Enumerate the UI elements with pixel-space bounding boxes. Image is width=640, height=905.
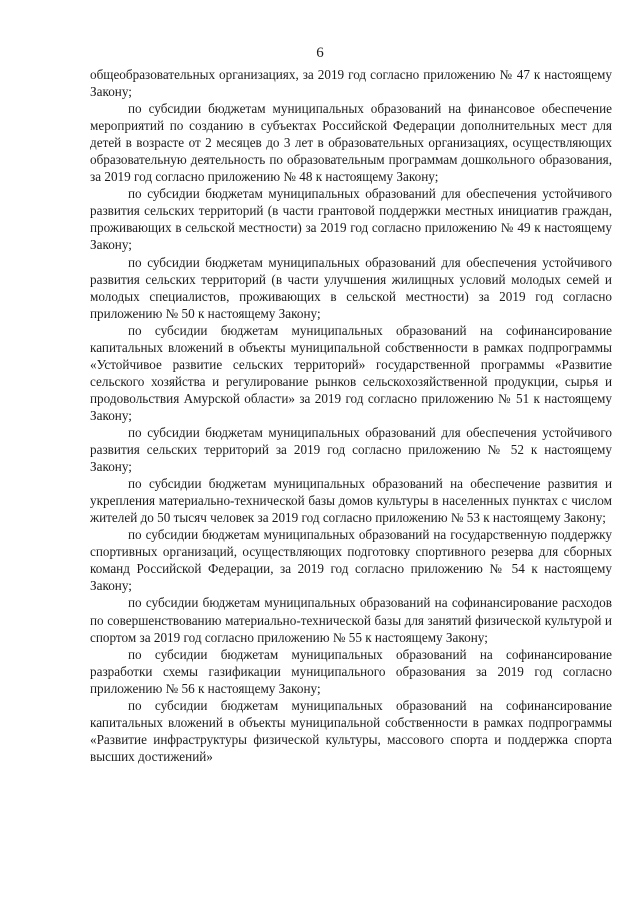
document-body bbox=[90, 66, 612, 765]
paragraph-appendix-54: по субсидии бюджетам муниципальных образований на государственную поддержку спортивных организаций, осуществляющих подготовку спортивного резерва для сборных команд Российской Федерации, за 2019 год согласно приложению № 54 к настоящему Закону; bbox=[90, 527, 612, 594]
page-number: 6 bbox=[316, 45, 324, 61]
paragraph-appendix-48: по субсидии бюджетам муниципальных образований на финансовое обеспечение мероприятий по созданию в субъектах Российской Федерации дополнительных мест для детей в возрасте от 2 месяцев до 3 лет в образовательных организациях, осуществляющих образовательную деятельность по образовательным программам дошкольного образования, за 2019 год согласно приложению № 48 к настоящему Закону; bbox=[90, 101, 612, 185]
paragraph-sport-infrastructure: по субсидии бюджетам муниципальных образований на софинансирование капитальных вложений в объекты муниципальной собственности в рамках подпрограммы «Развитие инфраструктуры физической культуры, массового спорта и поддержка спорта высших достижений» bbox=[90, 697, 612, 764]
paragraph-appendix-56: по субсидии бюджетам муниципальных образований на софинансирование разработки схемы газификации муниципального образования за 2019 год согласно приложению № 56 к настоящему Закону; bbox=[90, 646, 612, 696]
paragraph-continuation: общеобразовательных организациях, за 2019 год согласно приложению № 47 к настоящему Закону; bbox=[90, 67, 612, 100]
paragraph-appendix-51: по субсидии бюджетам муниципальных образований на софинансирование капитальных вложений в объекты муниципальной собственности в рамках подпрограммы «Устойчивое развитие сельских территорий» государственной программы «Развитие сельского хозяйства и регулирование рынков сельскохозяйственной продукции, сырья и продовольствия Амурской области» за 2019 год согласно приложению № 51 к настоящему Закону; bbox=[90, 322, 612, 423]
paragraph-appendix-50: по субсидии бюджетам муниципальных образований для обеспечения устойчивого развития сельских территорий (в части улучшения жилищных условий молодых семей и молодых специалистов, проживающих в сельской местности) за 2019 год согласно приложению № 50 к настоящему Закону; bbox=[90, 254, 612, 321]
paragraph-appendix-52: по субсидии бюджетам муниципальных образований для обеспечения устойчивого развития сельских территорий за 2019 год согласно приложению № 52 к настоящему Закону; bbox=[90, 424, 612, 475]
paragraph-appendix-55: по субсидии бюджетам муниципальных образований на софинансирование расходов по совершенствованию материально-технической базы для занятий физической культурой и спортом за 2019 год согласно приложению № 55 к настоящему Закону; bbox=[90, 595, 612, 645]
paragraph-appendix-49: по субсидии бюджетам муниципальных образований для обеспечения устойчивого развития сельских территорий (в части грантовой поддержки местных инициатив граждан, проживающих в сельской местности) за 2019 год согласно приложению № 49 к настоящему Закону; bbox=[90, 186, 612, 253]
paragraph-appendix-53: по субсидии бюджетам муниципальных образований на обеспечение развития и укрепления материально-технической базы домов культуры в населенных пунктах с числом жителей до 50 тысяч человек за 2019 год согласно приложению № 53 к настоящему Закону; bbox=[90, 476, 612, 526]
